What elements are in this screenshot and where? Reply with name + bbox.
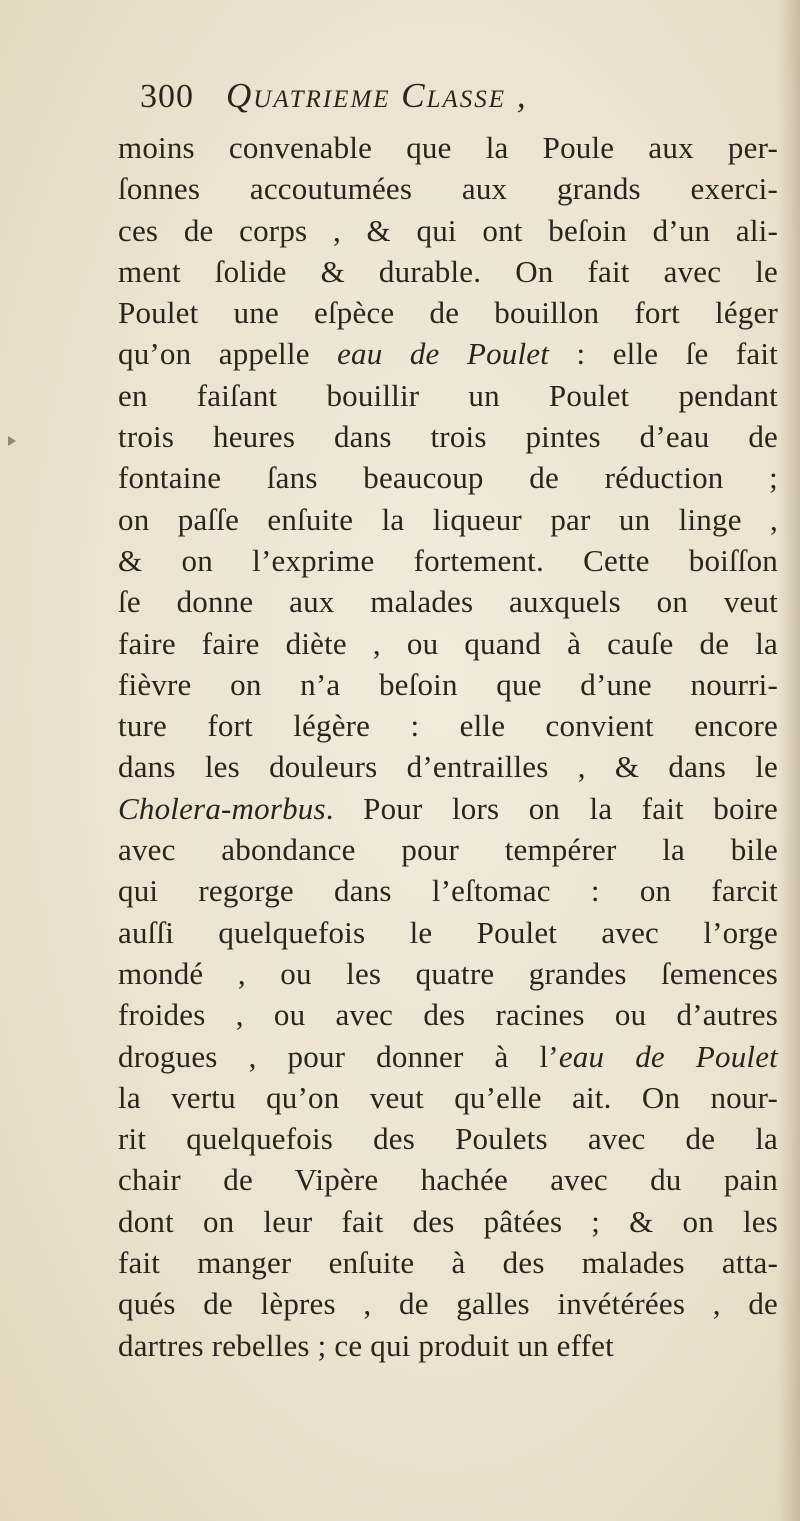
page-number: 300 bbox=[140, 78, 194, 115]
text-line: faire faire diète , ou quand à cauſe de la bbox=[118, 625, 778, 661]
margin-mark bbox=[8, 436, 16, 446]
text-line: Cholera-morbus. Pour lors on la fait boire bbox=[118, 790, 778, 826]
italic-phrase: Cholera-morbus bbox=[118, 790, 326, 826]
page-edge-shadow bbox=[778, 0, 800, 1521]
text-line: ſe donne aux malades auxquels on veut bbox=[118, 584, 778, 620]
text-line: ſonnes accoutumées aux grands exerci- bbox=[118, 171, 778, 207]
text-line: froides , ou avec des racines ou d’autres bbox=[118, 997, 778, 1033]
text-line: dont on leur fait des pâtées ; & on les bbox=[118, 1203, 778, 1239]
body-text bbox=[118, 127, 778, 1366]
text-line: en faiſant bouillir un Poulet pendant bbox=[118, 377, 778, 413]
text-line: la vertu qu’on veut qu’elle ait. On nour- bbox=[118, 1079, 778, 1115]
running-head: Quatrieme Classe , bbox=[226, 76, 528, 115]
text-line: mondé , ou les quatre grandes ſemences bbox=[118, 955, 778, 991]
text-line: fièvre on n’a beſoin que d’une nourri- bbox=[118, 666, 778, 702]
text-line: on paſſe enſuite la liqueur par un linge , bbox=[118, 501, 778, 537]
text-line: chair de Vipère hachée avec du pain bbox=[118, 1162, 778, 1198]
italic-phrase: eau de Poulet bbox=[337, 336, 550, 372]
text-line: qués de lèpres , de galles invétérées , de bbox=[118, 1286, 778, 1322]
text-line: Poulet une eſpèce de bouillon fort léger bbox=[118, 295, 778, 331]
text-line: avec abondance pour tempérer la bile bbox=[118, 832, 778, 868]
page-header bbox=[140, 76, 780, 126]
text-line: fait manger enſuite à des malades atta- bbox=[118, 1245, 778, 1281]
text-line: ture fort légère : elle convient encore bbox=[118, 708, 778, 744]
text-line: drogues , pour donner à l’eau de Poulet bbox=[118, 1038, 778, 1074]
text-line: ment ſolide & durable. On fait avec le bbox=[118, 253, 778, 289]
text-line: moins convenable que la Poule aux per- bbox=[118, 130, 778, 165]
text-line: dartres rebelles ; ce qui produit un effet bbox=[118, 1327, 614, 1363]
text-line: ces de corps , & qui ont beſoin d’un ali- bbox=[118, 212, 778, 248]
text-line: auſſi quelquefois le Poulet avec l’orge bbox=[118, 914, 778, 950]
text-line: & on l’exprime fortement. Cette boiſſon bbox=[118, 542, 778, 578]
text-line: qu’on appelle eau de Poulet : elle ſe fait bbox=[118, 336, 778, 372]
text-line: dans les douleurs d’entrailles , & dans le bbox=[118, 749, 778, 785]
text-line: fontaine ſans beaucoup de réduction ; bbox=[118, 460, 778, 496]
text-line: qui regorge dans l’eſtomac : on farcit bbox=[118, 873, 778, 909]
text-line: rit quelquefois des Poulets avec de la bbox=[118, 1121, 778, 1157]
italic-phrase: eau de Poulet bbox=[558, 1038, 778, 1074]
text-line: trois heures dans trois pintes d’eau de bbox=[118, 419, 778, 455]
